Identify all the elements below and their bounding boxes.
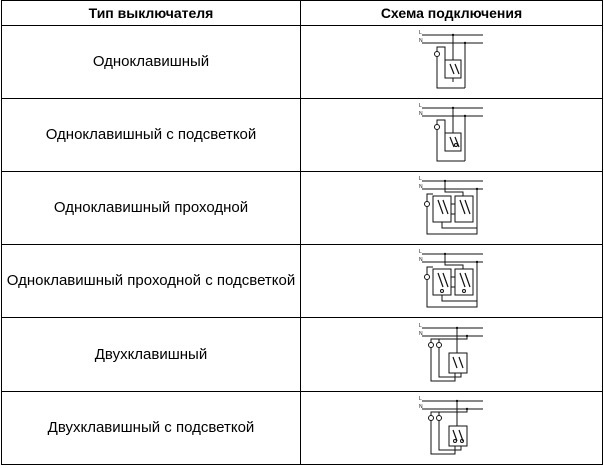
wiring-diagram-two-key [417,323,487,387]
svg-text:L: L [418,103,422,109]
switch-type-name: Одноклавишный с подсветкой [2,99,301,172]
svg-text:L: L [418,322,422,329]
connection-scheme-cell [301,26,603,99]
svg-text:N: N [418,330,423,337]
table-row [2,172,603,245]
header-switch-type: Тип выключателя [2,1,301,26]
svg-text:N: N [418,184,423,190]
switch-type-name: Одноклавишный [2,26,301,99]
svg-text:N: N [418,257,423,263]
table-row [2,245,603,318]
wiring-diagram-single-key-backlit [417,103,487,167]
connection-scheme-cell [301,172,603,245]
table-row [2,26,603,99]
svg-text:N: N [418,111,423,117]
switch-type-name: Одноклавишный проходной с подсветкой [2,245,301,318]
table-row [2,392,603,465]
svg-text:L: L [418,396,422,402]
svg-text:N: N [418,404,423,410]
svg-text:L: L [418,249,422,255]
switch-type-name: Одноклавишный проходной [2,172,301,245]
wiring-diagram-two-key-backlit [417,396,487,460]
table-row [2,99,603,172]
svg-text:L: L [418,176,422,182]
connection-scheme-cell [301,245,603,318]
switch-type-name: Двухклавишный с подсветкой [2,392,301,465]
connection-scheme-cell [301,392,603,465]
wiring-diagram-pass-through-backlit [417,249,487,313]
wiring-diagram-pass-through [417,176,487,240]
connection-scheme-cell [301,318,603,392]
table-row [2,318,603,392]
wiring-diagram-single-key [417,30,487,94]
svg-text:L: L [418,30,422,36]
table-header-row [2,1,603,26]
svg-text:N: N [418,38,423,44]
switch-type-name: Двухклавишный [2,318,301,392]
switch-types-table [1,0,603,465]
header-connection-scheme: Схема подключения [301,1,603,26]
connection-scheme-cell [301,99,603,172]
